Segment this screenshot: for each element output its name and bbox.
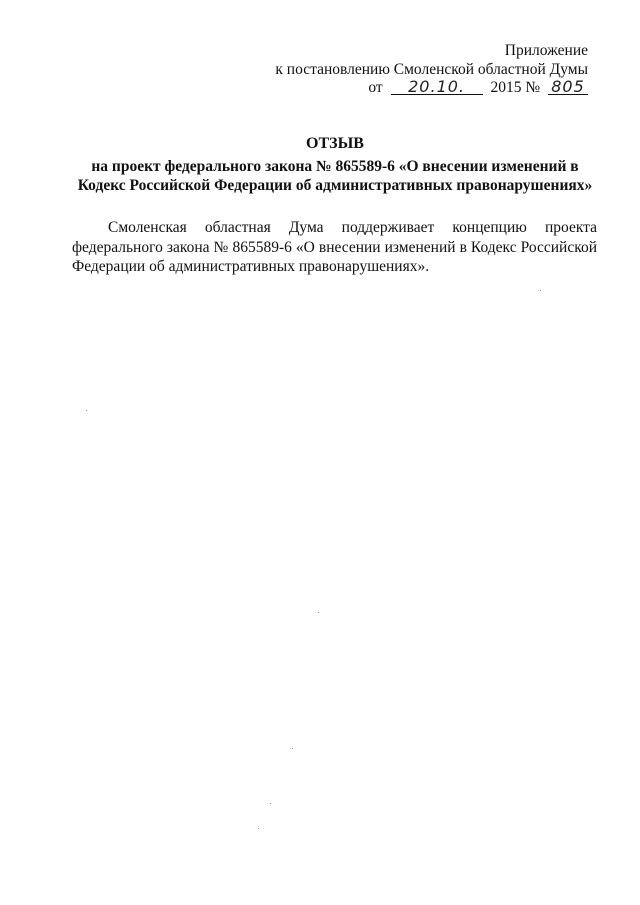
document-title: ОТЗЫВ: [306, 135, 364, 152]
appendix-header: [275, 42, 588, 98]
appendix-label: Приложение: [504, 42, 588, 59]
handwritten-date: 20.10.: [391, 79, 483, 95]
document-body: Смоленская областная Дума поддерживает концепцию проекта федерального закона № 865589-6 «О внесении изменений в Кодекс Российской Федерации об административных правонарушениях».: [72, 219, 597, 275]
date-prefix: от: [368, 79, 383, 96]
scan-speck: [540, 290, 541, 291]
scan-speck: [86, 410, 87, 411]
scan-speck: [270, 803, 271, 804]
title-block: [70, 134, 600, 195]
scan-speck: [292, 748, 293, 749]
document-subtitle: на проект федерального закона № 865589-6 «О внесении изменений в Кодекс Российской Федерации об административных правонарушениях»: [77, 158, 593, 194]
year-number-label: 2015 №: [490, 79, 541, 96]
handwritten-number: 805: [548, 79, 588, 95]
scan-speck: [318, 612, 319, 613]
appendix-date-line: [275, 79, 588, 98]
appendix-resolution-ref: к постановлению Смоленской областной Думы: [275, 60, 588, 78]
scan-speck: [258, 828, 259, 829]
